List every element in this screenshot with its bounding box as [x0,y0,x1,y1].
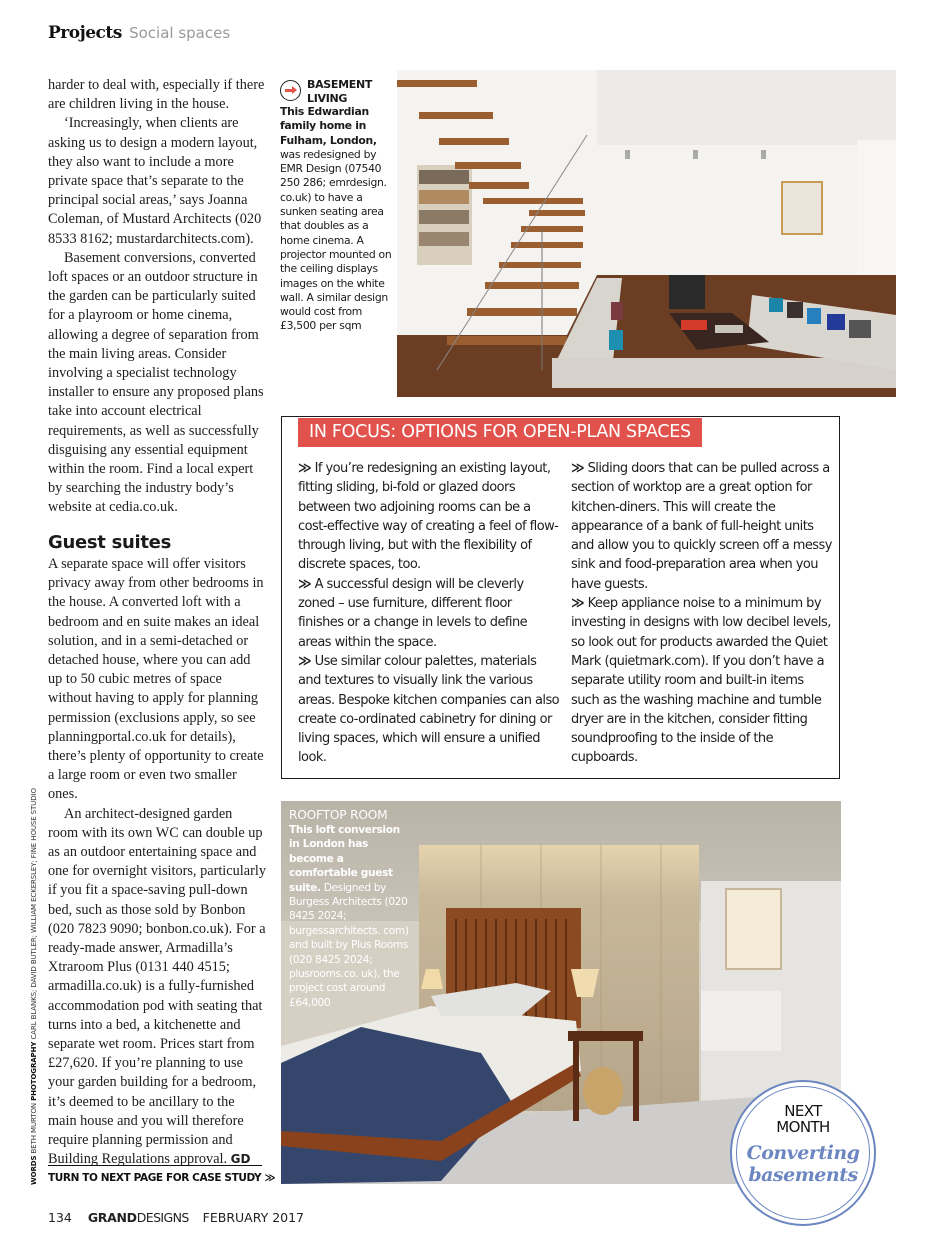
section-subtitle: Social spaces [129,24,231,42]
body-paragraph: Basement conversions, converted loft spaces or an outdoor structure in the garden can be particularly suited for a playroom or home cinema, allowing a degree of separation from the main living areas. Consider involving a specialist technology installer to ensure any proposed plans take into account electrical requirements, as well as successfully disguising any essential equipment within the room. Find a local expert by searching the industry body’s website at cedia.co.uk. [48,249,264,516]
guest-suites-heading: Guest suites [48,532,172,553]
basement-living-illustration [397,70,896,397]
double-chevron-icon: ≫ [298,653,309,669]
divider-rule [48,1165,262,1166]
magazine-brand-bold: GRAND [87,1210,137,1225]
next-month-badge [730,1080,876,1226]
caption-text: Designed by Burgess Architects (020 8425 2024; burgessarchitects. com) and built by Plus Rooms (020 8425 2024; plusrooms.co. uk), the project cost around £64,000 [289,881,409,1009]
body-paragraph: harder to deal with, especially if there are children living in the house. [48,77,265,113]
in-focus-item-text: Keep appliance noise to a minimum by investing in designs with low decibel levels, so look out for products awarded the Quiet Mark (quietmark.com). If you don’t have a separate utility room and built-in items such as the washing machine and tumble dryer are in the kitchen, consider fitting soundproofing to the inside of the cupboards. [571,596,831,766]
section-header [48,23,230,43]
in-focus-item-text: A successful design will be cleverly zoned – use furniture, different floor finishes or a change in levels to define areas within the space. [298,576,528,650]
double-chevron-icon: ≫ [571,596,582,612]
credit-words-name: BETH MURTON [30,1103,38,1154]
in-focus-item [571,459,833,594]
in-focus-heading: IN FOCUS: OPTIONS FOR OPEN-PLAN SPACES [298,418,702,447]
caption-title-line: BASEMENT [307,78,373,91]
caption-text: was redesigned by EMR Design (07540 250 286; emrdesign. co.uk) to have a sunken seating area that doubles as a home cinema. A projector mounted on the ceiling displays images on the white wall. A similar design would cost from £3,500 per sqm [280,147,392,333]
next-month-topic [732,1142,874,1186]
double-chevron-icon: ≫ [298,461,309,476]
double-chevron-icon: ≫ [264,1172,276,1184]
page-footer [48,1210,304,1225]
photo-credits [30,788,38,1185]
in-focus-column-left [298,459,560,768]
in-focus-item [571,594,833,768]
in-focus-item [298,652,560,768]
body-column-top [48,76,266,518]
caption-lead: This loft conversion in London has become a comfortable guest suite. [289,824,400,894]
caption-rooftop [289,808,409,1010]
body-paragraph [48,805,266,1170]
double-chevron-icon: ≫ [298,576,309,592]
next-month-topic-line: basements [748,1164,858,1186]
signoff-mark: GD [230,1152,251,1167]
credit-words-label: WORDS [30,1155,38,1185]
credit-photo-label: PHOTOGRAPHY [30,1041,38,1101]
turn-page-label: TURN TO NEXT PAGE FOR CASE STUDY [48,1172,262,1184]
in-focus-item [298,459,560,575]
section-title: Projects [48,23,122,43]
double-chevron-icon: ≫ [571,461,582,476]
in-focus-item-text: Use similar colour palettes, materials and textures to visually link the various areas. Bespoke kitchen companies can also create co-ordinated cabinetry for dining or living spaces, which will ensure a unified look. [298,653,560,766]
photo-basement-living [397,70,896,397]
page-number: 134 [48,1210,72,1225]
body-paragraph: A separate space will offer visitors privacy away from other bedrooms in the house. A converted loft with a bedroom and en suite makes an ideal solution, and in a semi-detached or detached house, where you can add up to 50 cubic metres of space without having to apply for planning permission (exclusions apply, so see planningportal.co.uk for details), there’s plenty of opportunity to create a large room or even two smaller ones. [48,556,264,803]
turn-page-link[interactable] [48,1172,275,1184]
body-paragraph: ‘Increasingly, when clients are asking us to design a modern layout, they also want to include a more private space that’s separate to the principal social areas,’ says Joanna Coleman, of Mustard Architects (020 8533 8162; mustardarchitects.com). [48,115,262,247]
guest-suites-section [48,532,266,1170]
next-month-label-line: MONTH [776,1118,830,1136]
body-paragraph-text: An architect-designed garden room with its own WC can double up as an outdoor entertaining space and one for overnight visitors, particularly if you fit a space-saving pull-down bed, such as those sold by Bonbon (020 7823 9090; bonbon.co.uk). For a ready-made answer, Armadilla’s Xtraroom Plus (0131 440 4515; armadilla.co.uk) is a fully-furnished accommodation pod with seating that turns into a bed, a kitchenette and separate wet room. Prices start from £27,620. If you’re planning to use your garden building for a bedroom, it’s deemed to be ancillary to the main house and you will therefore require planning permission and Building Regulations approval. [48,805,266,1168]
caption-basement [280,78,392,334]
in-focus-item-text: Sliding doors that can be pulled across a section of worktop are a great option for kitchen-diners. This will create the appearance of a bank of full-height units and allow you to quickly screen off a messy sink and food-preparation area when you have guests. [571,461,832,592]
caption-title-line: LIVING [307,91,348,105]
in-focus-column-right [571,459,833,768]
issue-date: FEBRUARY 2017 [202,1210,305,1225]
next-month-label [732,1103,874,1135]
caption-lead: This Edwardian family home in Fulham, London, [280,105,377,147]
arrow-right-circle-icon [280,80,301,101]
in-focus-item-text: If you’re redesigning an existing layout, fitting sliding, bi-fold or glazed doors between two adjoining rooms can be a cost-effective way of creating a feel of flow-through living, but with the flexibility of discrete spaces, too. [298,461,559,573]
caption-title: ROOFTOP ROOM [289,808,388,822]
magazine-brand-light: DESIGNS [136,1210,189,1225]
next-month-topic-line: Converting [746,1142,860,1164]
next-month-label-line: NEXT [784,1102,822,1120]
credit-photo-names: CARL BLANKS; DAVID BUTLER; WILLIAM ECKERSLEY; FINE HOUSE STUDIO [30,788,38,1040]
in-focus-item [298,575,560,652]
